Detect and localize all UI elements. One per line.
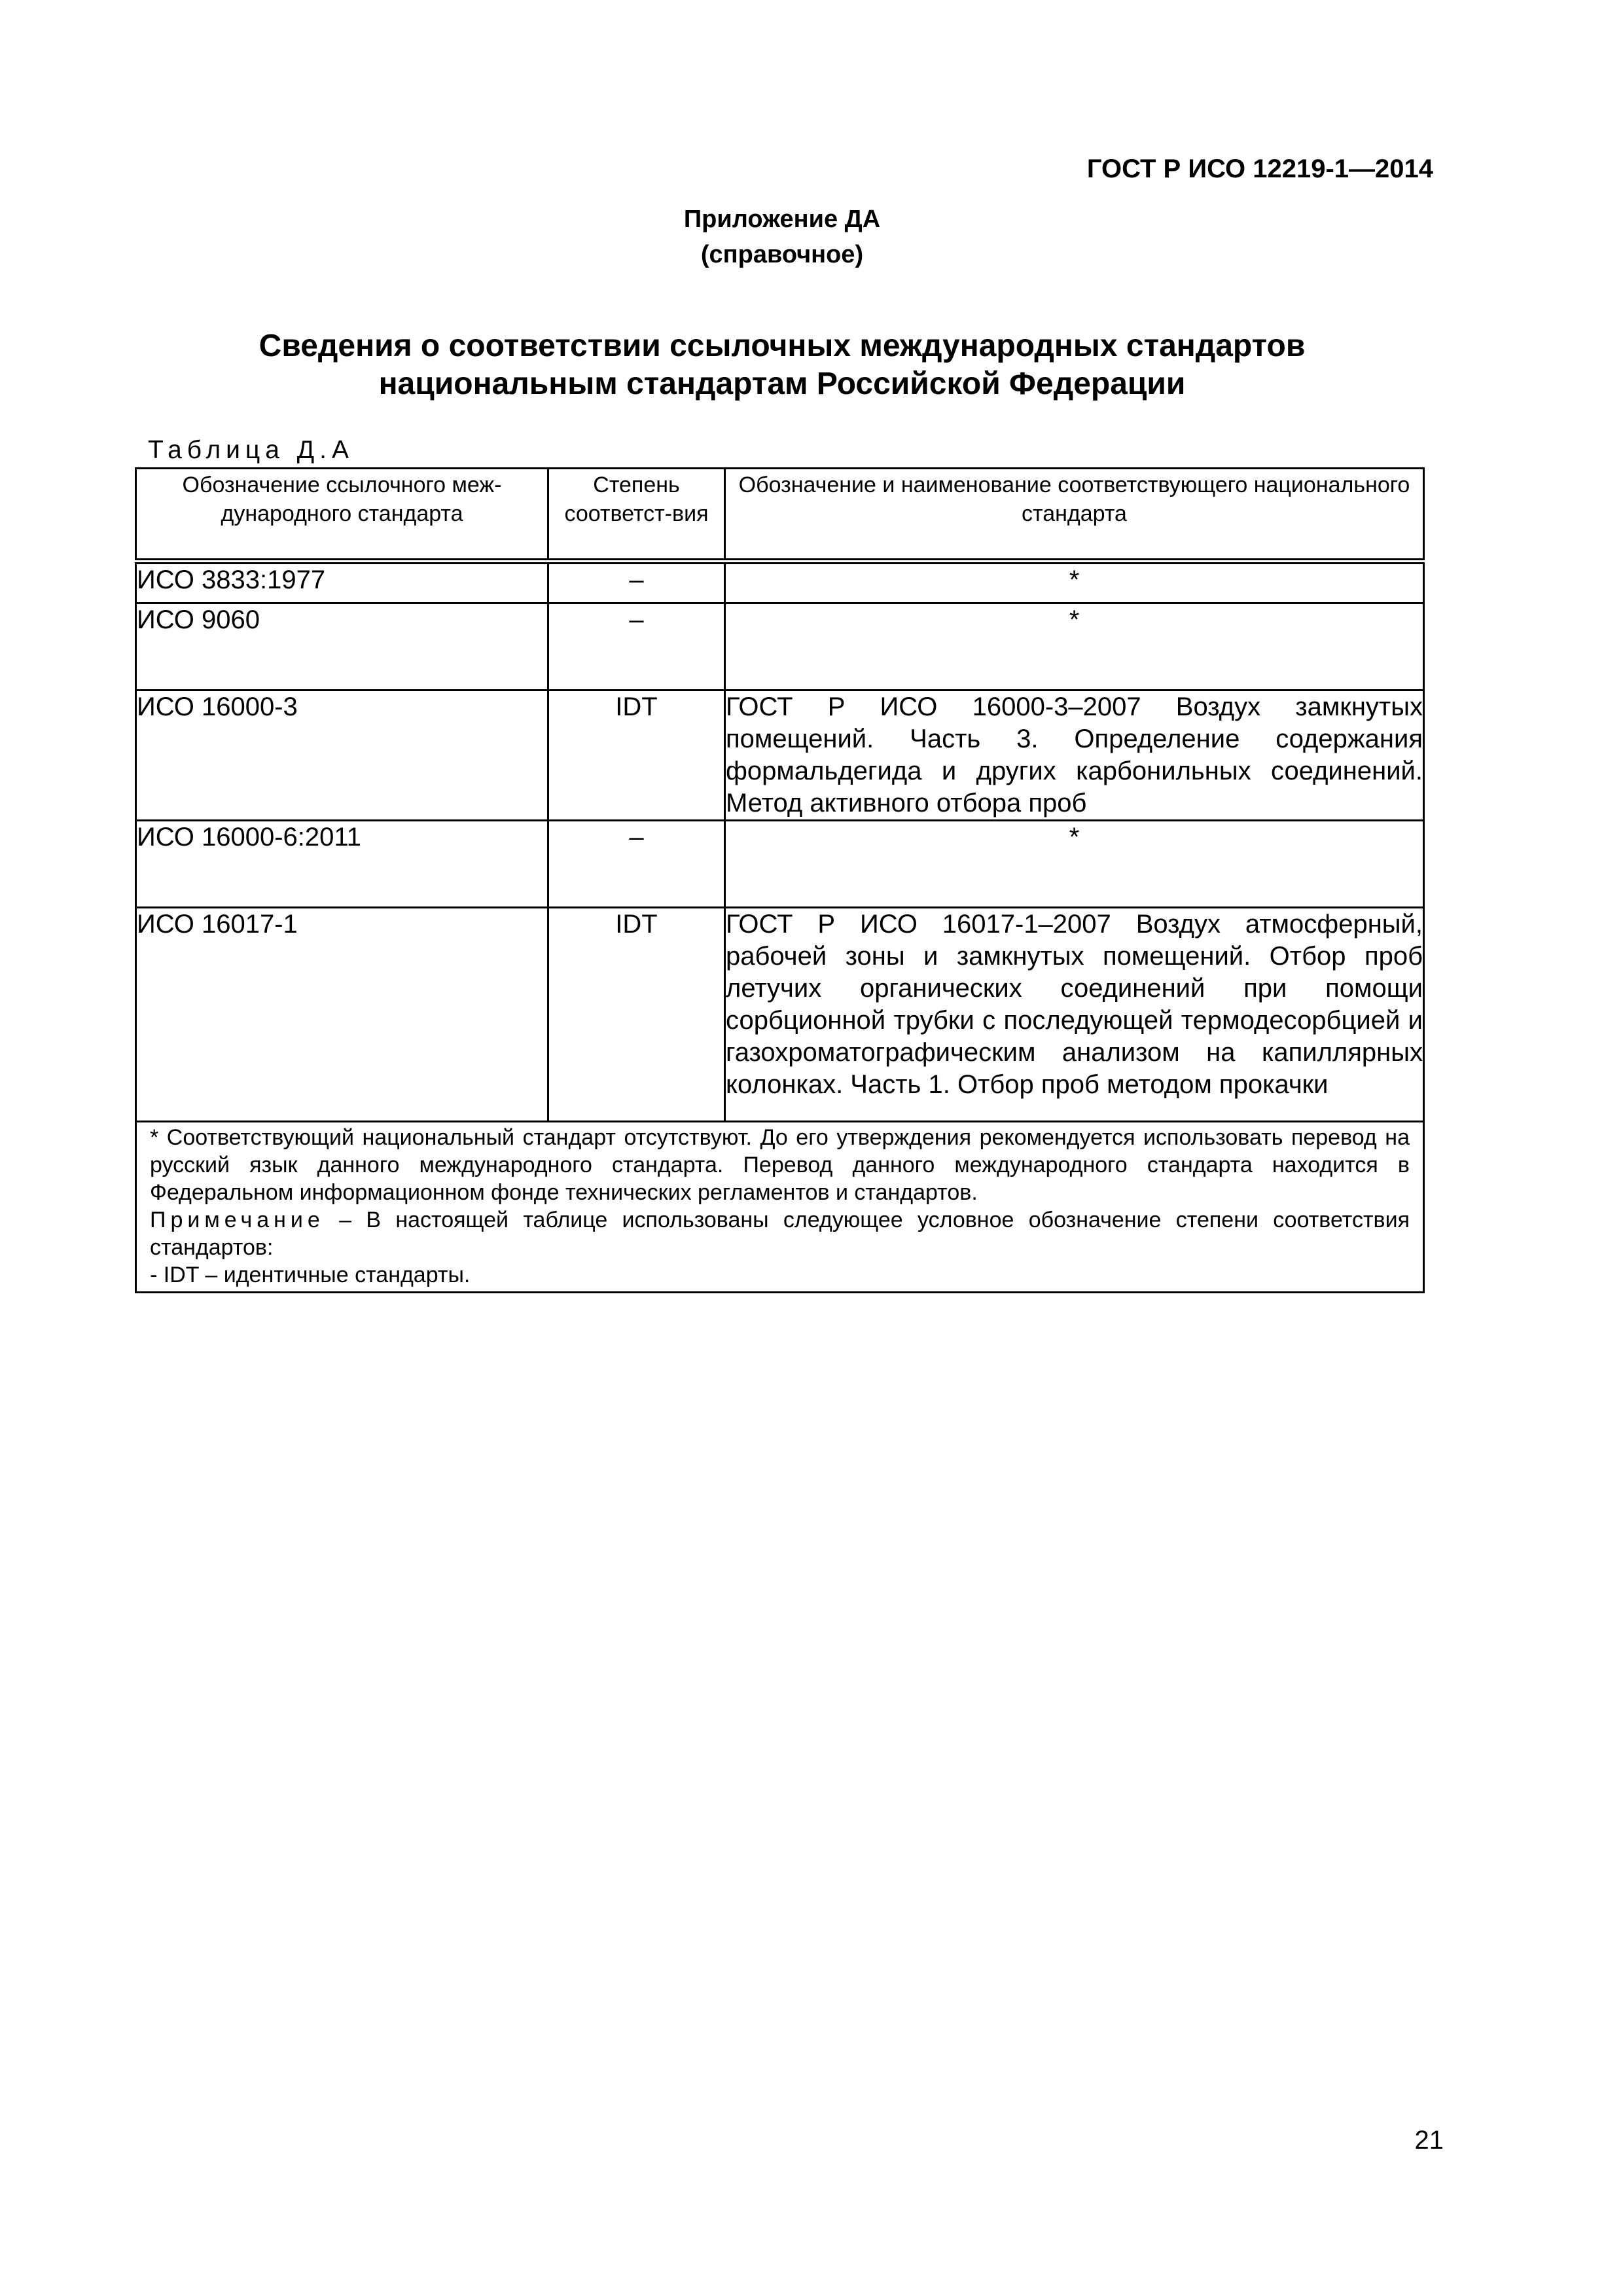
- footnote-text: * Соответствующий национальный стандарт отсутствуют. До его утверждения рекомендуется использовать перевод на русский язык данного международного стандарта. Перевод данного международного стандарта находится в Федеральном информационном фонде технических регламентов и стандартов.: [150, 1125, 1410, 1205]
- page-number: 21: [1414, 2126, 1444, 2155]
- cell-degree: IDT: [548, 691, 725, 821]
- section-title-line-1: Сведения о соответствии ссылочных международных стандартов: [259, 329, 1306, 363]
- header-degree: Степень соответст-вия: [548, 469, 725, 562]
- cell-national: *: [725, 603, 1424, 691]
- table-header-row: [136, 469, 1424, 562]
- cell-degree: –: [548, 603, 725, 691]
- header-national-standard: Обозначение и наименование соответствующего национального стандарта: [725, 469, 1424, 562]
- table-row: [136, 691, 1424, 821]
- table-footnote-row: [136, 1122, 1424, 1293]
- table-row: [136, 821, 1424, 908]
- table-label: [148, 436, 354, 465]
- cell-national: ГОСТ Р ИСО 16000-3–2007 Воздух замкнутых помещений. Часть 3. Определение содержания формальдегида и других карбонильных соединений. Метод активного отбора проб: [725, 691, 1424, 821]
- cell-national: *: [725, 562, 1424, 603]
- table-footnote-cell: [136, 1122, 1424, 1293]
- table-row: [136, 562, 1424, 603]
- note-paragraph: [150, 1206, 1410, 1261]
- table-row: [136, 908, 1424, 1122]
- table-label-text: Таблица Д.А: [148, 436, 355, 464]
- cell-ref: ИСО 9060: [136, 603, 548, 691]
- note-text: – В настоящей таблице использованы следующее условное обозначение степени соответствия стандартов:: [150, 1208, 1410, 1260]
- document-code: ГОСТ Р ИСО 12219-1—2014: [1086, 154, 1433, 183]
- note-label: Примечание: [150, 1208, 325, 1232]
- cell-degree: –: [548, 821, 725, 908]
- cell-degree: –: [548, 562, 725, 603]
- cell-degree: IDT: [548, 908, 725, 1122]
- cell-ref: ИСО 16000-3: [136, 691, 548, 821]
- cell-national: ГОСТ Р ИСО 16017-1–2007 Воздух атмосферный, рабочей зоны и замкнутых помещений. Отбор проб летучих органических соединений при помощи сорбционной трубки с последующей термодесорбцией и газохроматографическим анализом на капиллярных колонках. Часть 1. Отбор проб методом прокачки: [725, 908, 1424, 1122]
- cell-ref: ИСО 16017-1: [136, 908, 548, 1122]
- cell-ref: ИСО 16000-6:2011: [136, 821, 548, 908]
- correspondence-table: [135, 467, 1425, 1293]
- cell-national: *: [725, 821, 1424, 908]
- appendix-title: Приложение ДА: [683, 206, 881, 233]
- table-row: [136, 603, 1424, 691]
- header-ref-standard: Обозначение ссылочного меж-дународного стандарта: [136, 469, 548, 562]
- section-title-line-2: национальным стандартам Российской Федерации: [378, 367, 1186, 401]
- cell-ref: ИСО 3833:1977: [136, 562, 548, 603]
- appendix-heading: [0, 202, 1564, 272]
- section-title: [0, 327, 1564, 403]
- note-item: - IDT – идентичные стандарты.: [150, 1263, 471, 1287]
- appendix-subtitle: (справочное): [700, 241, 864, 268]
